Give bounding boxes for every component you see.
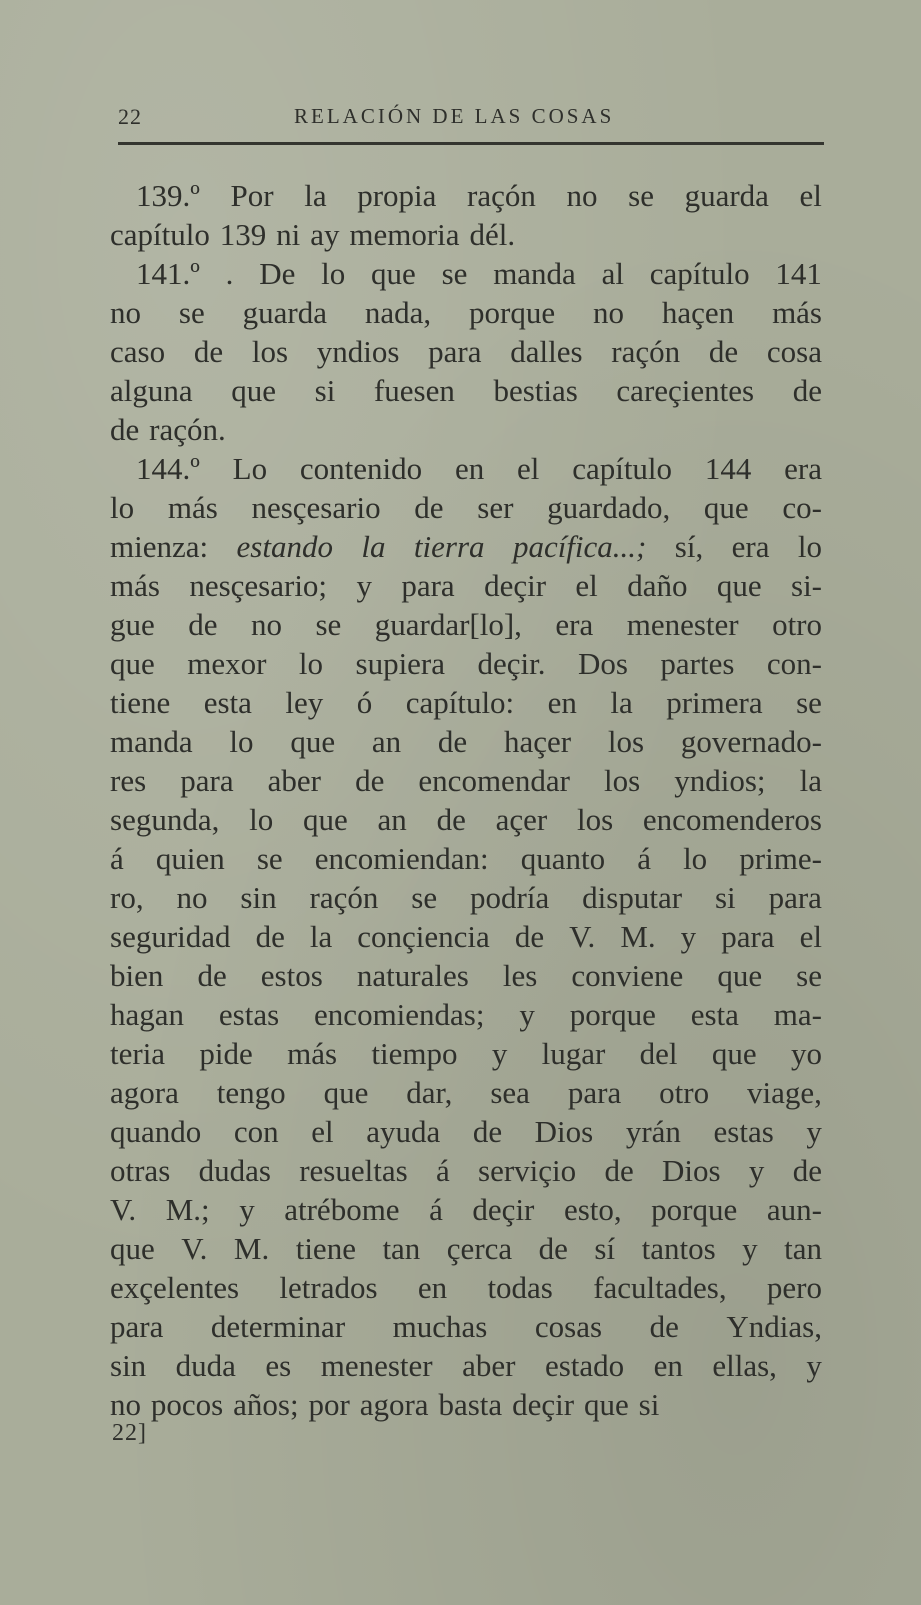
text-line: lo más nesçesario de ser guardado, que co- [110,490,822,525]
text-line: quando con el ayuda de Dios yrán estas y [110,1114,822,1149]
text-line: alguna que si fuesen bestias careçientes de [110,373,822,408]
text-line: hagan estas encomiendas; y porque esta ma- [110,997,822,1032]
text-line: más nesçesario; y para deçir el daño que si- [110,568,822,603]
text-line: agora tengo que dar, sea para otro viage, [110,1075,822,1110]
text-line: de raçón. [110,412,226,447]
text-line: no pocos años; por agora basta deçir que si [110,1387,660,1422]
text-line: 139.º Por la propia raçón no se guarda el [136,178,822,213]
text-line: no se guarda nada, porque no haçen más [110,295,822,330]
text-line: caso de los yndios para dalles raçón de cosa [110,334,822,369]
text-line: capítulo 139 ni ay memoria dél. [110,217,516,252]
text-line: para determinar muchas cosas de Yndias, [110,1309,822,1344]
text-line: exçelentes letrados en todas facultades, pero [110,1270,822,1305]
text-line: res para aber de encomendar los yndios; la [110,763,822,798]
text-line: V. M.; y atrébome á deçir esto, porque aun- [110,1192,822,1227]
signature-mark: 22] [112,1420,147,1446]
text-line: teria pide más tiempo y lugar del que yo [110,1036,822,1071]
body-text [110,176,822,1424]
header-rule [118,142,824,145]
text-line: 144.º Lo contenido en el capítulo 144 era [136,451,822,486]
text-line: sin duda es menester aber estado en ellas, y [110,1348,822,1383]
text-line: que mexor lo supiera deçir. Dos partes con- [110,646,822,681]
text-line: ro, no sin raçón se podría disputar si para [110,880,822,915]
text-line: á quien se encomiendan: quanto á lo prime- [110,841,822,876]
text-line: bien de estos naturales les conviene que se [110,958,822,993]
page-header [118,96,824,136]
text-line: manda lo que an de haçer los governado- [110,724,822,759]
running-title: RELACIÓN DE LAS COSAS [294,104,615,128]
text-line: tiene esta ley ó capítulo: en la primera se [110,685,822,720]
text-line: gue de no se guardar[lo], era menester otro [110,607,822,642]
text-line: mienza: estando la tierra pacífica...; sí, era lo [110,529,822,564]
text-line: 141.º . De lo que se manda al capítulo 141 [136,256,822,291]
text-line: seguridad de la conçiencia de V. M. y para el [110,919,822,954]
text-line: segunda, lo que an de açer los encomenderos [110,802,822,837]
text-line: que V. M. tiene tan çerca de sí tantos y tan [110,1231,822,1266]
text-line: otras dudas resueltas á serviçio de Dios y de [110,1153,822,1188]
page-number: 22 [118,104,142,129]
